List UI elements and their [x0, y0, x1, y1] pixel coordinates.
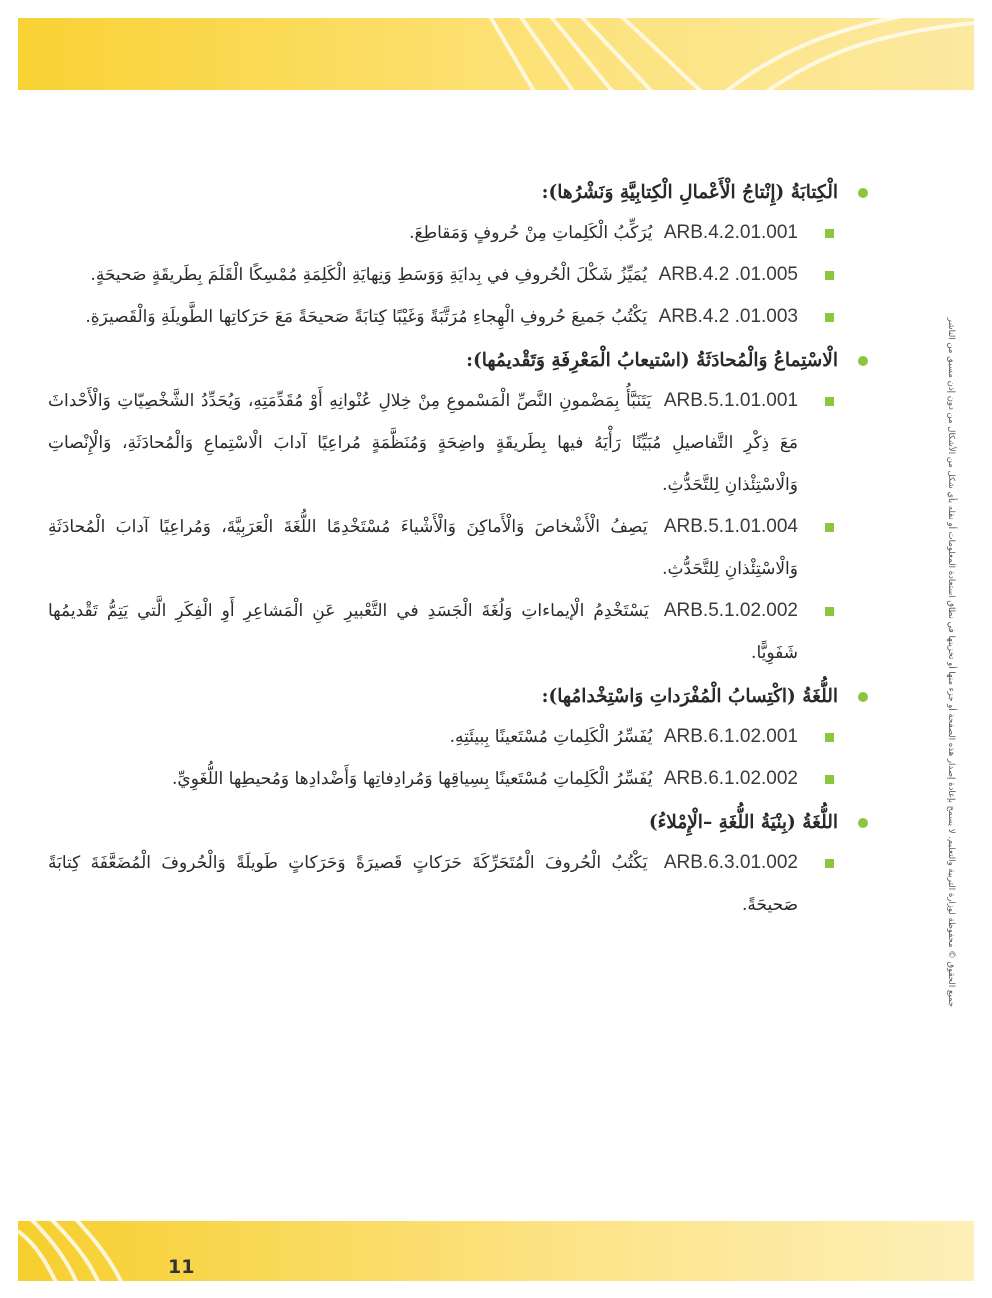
section-listening-speaking — [48, 342, 870, 674]
section-heading: اللُّغَةُ (اكْتِسابُ الْمُفْرَداتِ وَاسْتِخْدامُها): — [48, 678, 870, 716]
outcome-item — [48, 254, 870, 296]
green-square-bullet-icon — [825, 271, 834, 280]
section-heading: اللُّغَةُ (بِنْيَةُ اللُّغَةِ –الْإِمْلاءُ) — [48, 804, 870, 842]
outcome-code: ARB.6.3.01.002 — [663, 852, 798, 873]
outcome-code: ARB.6.1.02.002 — [663, 768, 798, 789]
page-number: 11 — [168, 1256, 195, 1278]
green-square-bullet-icon — [825, 229, 834, 238]
section-vocabulary — [48, 678, 870, 800]
outcome-item — [48, 758, 870, 800]
section-writing — [48, 174, 870, 338]
green-square-bullet-icon — [825, 859, 834, 868]
outcome-item — [48, 380, 870, 506]
green-bullet-icon — [858, 188, 868, 198]
header-decorative-band — [18, 18, 974, 90]
outcome-code: ARB.4.2.01.001 — [663, 222, 798, 243]
outcome-text: يَكْتُبُ جَميعَ حُروفِ الْهِجاءِ مُرَتَّبَةً وَغَيْبًا كِتابَةً صَحيحَةً مَعَ حَرَكاتِها الطَّويلَةِ وَالْقَصيرَةِ. — [85, 307, 648, 327]
outcome-code: ARB.5.1.02.002 — [663, 600, 798, 621]
copyright-text: جميع الحقوق © محفوظة لوزارة التربية والتعليم. لا يسمح بإعادة إصدار هذه الصفحة أو جزء منها أو تخزينها في نطاق استعادة المعلومات أو نقله بأي شكل من الأشكال من دون إذن مسبق من الناشر — [946, 317, 956, 1008]
green-square-bullet-icon — [825, 523, 834, 532]
section-dictation — [48, 804, 870, 926]
green-square-bullet-icon — [825, 775, 834, 784]
green-square-bullet-icon — [825, 397, 834, 406]
outcome-text: يَتَنَبَّأُ بِمَضْمونِ النَّصِّ الْمَسْموعِ مِنْ خِلالِ عُنْوانِهِ أَوْ مُقَدِّمَتِهِ، وَيُحَدِّدُ الشَّخْصِيّاتِ وَالْأَحْداثَ مَعَ ذِكْرِ التَّفاصيلِ مُبَيِّنًا رَأْيَهُ فيها بِطَريقَةٍ واضِحَةٍ وَمُنَظَّمَةٍ مُراعِيًا آدابَ الْاسْتِماعِ وَالْمُحادَثَةِ، وَالْإِنْصاتِ وَالْاسْتِئْذانِ لِلتَّحَدُّثِ. — [48, 391, 798, 495]
outcome-item — [48, 716, 870, 758]
outcome-text: يَكْتُبُ الْحُروفَ الْمُتَحَرِّكَةَ حَرَكاتٍ قَصيرَةً وَحَرَكاتٍ طَويلَةً وَالْحُروفَ الْمُضَعَّفَةَ كِتابَةً صَحيحَةً. — [48, 853, 798, 915]
section-heading: الْكِتابَةُ (إِنْتاجُ الْأَعْمالِ الْكِتابِيَّةِ وَنَشْرُها): — [48, 174, 870, 212]
outcome-text: يُفَسِّرُ الْكَلِماتِ مُسْتَعينًا بِبيئَتِهِ. — [449, 727, 653, 747]
band-stripes — [18, 1221, 974, 1281]
outcome-item — [48, 842, 870, 926]
copyright-side-note — [942, 300, 960, 1025]
outcome-text: يُرَكِّبُ الْكَلِماتِ مِنْ حُروفٍ وَمَقاطِعَ. — [409, 223, 653, 243]
outcome-item — [48, 506, 870, 590]
outcome-text: يُمَيِّزُ شَكْلَ الْحُروفِ في بِدايَةِ وَوَسَطِ وَنِهايَةِ الْكَلِمَةِ مُمْسِكًا الْقَلَمَ بِطَريقَةٍ صَحيحَةٍ. — [90, 265, 648, 285]
outcome-code: ARB.6.1.02.001 — [663, 726, 798, 747]
green-square-bullet-icon — [825, 313, 834, 322]
footer-decorative-band — [18, 1221, 974, 1281]
outcome-item — [48, 590, 870, 674]
green-bullet-icon — [858, 818, 868, 828]
outcome-code: ARB.4.2 .01.003 — [658, 306, 798, 327]
section-heading: الْاسْتِماعُ وَالْمُحادَثَةُ (اسْتيعابُ الْمَعْرِفَةِ وَتَقْديمُها): — [48, 342, 870, 380]
outcome-code: ARB.5.1.01.004 — [663, 516, 798, 537]
outcome-text: يُفَسِّرُ الْكَلِماتِ مُسْتَعينًا بِسِياقِها وَمُرادِفاتِها وَأَضْدادِها وَمُحيطِها اللُّغَوِيِّ. — [172, 769, 653, 789]
outcome-text: يَصِفُ الْأَشْخاصَ وَالْأَماكِنَ وَالْأَشْياءَ مُسْتَخْدِمًا اللُّغَةَ الْعَرَبِيَّةَ، وَمُراعِيًا آدابَ الْمُحادَثَةِ وَالْاسْتِئْذانِ لِلتَّحَدُّثِ. — [48, 517, 798, 579]
learning-outcomes-list — [48, 170, 870, 926]
green-bullet-icon — [858, 692, 868, 702]
outcome-item — [48, 212, 870, 254]
green-square-bullet-icon — [825, 607, 834, 616]
green-square-bullet-icon — [825, 733, 834, 742]
outcome-text: يَسْتَخْدِمُ الْإيماءاتِ وَلُغَةَ الْجَسَدِ في التَّعْبيرِ عَنِ الْمَشاعِرِ أَوِ الْفِكَرِ الَّتي يَتِمُّ تَقْديمُها شَفَوِيًّا. — [48, 601, 798, 663]
outcome-item — [48, 296, 870, 338]
outcome-code: ARB.4.2 .01.005 — [658, 264, 798, 285]
green-bullet-icon — [858, 356, 868, 366]
outcome-code: ARB.5.1.01.001 — [663, 390, 799, 411]
band-stripes — [18, 18, 974, 90]
